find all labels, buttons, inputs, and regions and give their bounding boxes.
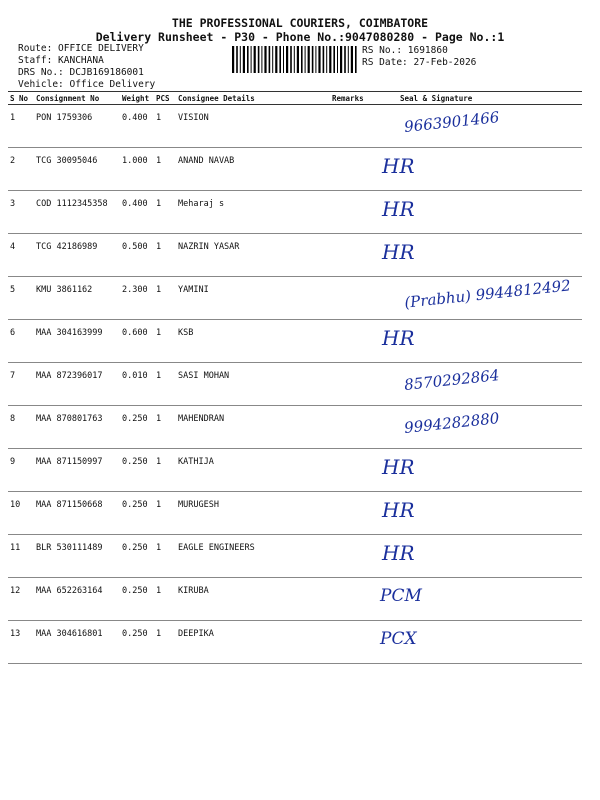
sno-cell: 7 <box>8 363 34 406</box>
pcs-cell: 1 <box>154 363 176 406</box>
pcs-cell: 1 <box>154 320 176 363</box>
signature-cell <box>374 320 582 363</box>
handwritten-signature: 8570292864 <box>403 366 501 394</box>
vehicle-label: Vehicle: Office Delivery <box>18 79 156 90</box>
drs-number: DRS No.: DCJB169186001 <box>18 67 144 78</box>
table-row <box>8 234 582 277</box>
table-row <box>8 277 582 320</box>
col-header-sno: S No <box>8 92 34 105</box>
staff-label: Staff: KANCHANA <box>18 55 104 66</box>
remarks-cell <box>330 578 374 621</box>
weight-cell: 0.600 <box>120 320 154 363</box>
signature-cell <box>374 535 582 578</box>
consignee-cell: SASI MOHAN <box>176 363 330 406</box>
sno-cell: 10 <box>8 492 34 535</box>
consignment-cell: BLR 530111489 <box>34 535 120 578</box>
table-row <box>8 406 582 449</box>
sno-cell: 11 <box>8 535 34 578</box>
weight-cell: 1.000 <box>120 148 154 191</box>
table-header-row <box>8 92 582 105</box>
table-row <box>8 320 582 363</box>
sno-cell: 13 <box>8 621 34 664</box>
remarks-cell <box>330 621 374 664</box>
weight-cell: 0.250 <box>120 535 154 578</box>
table-row <box>8 535 582 578</box>
weight-cell: 0.010 <box>120 363 154 406</box>
weight-cell: 0.250 <box>120 578 154 621</box>
remarks-cell <box>330 449 374 492</box>
col-header-remarks: Remarks <box>330 92 374 105</box>
consignee-cell: ANAND NAVAB <box>176 148 330 191</box>
signature-cell <box>374 578 582 621</box>
table-row <box>8 621 582 664</box>
pcs-cell: 1 <box>154 492 176 535</box>
consignment-cell: TCG 30095046 <box>34 148 120 191</box>
weight-cell: 0.250 <box>120 406 154 449</box>
consignee-cell: MAHENDRAN <box>176 406 330 449</box>
rs-date: RS Date: 27-Feb-2026 <box>362 57 477 68</box>
remarks-cell <box>330 363 374 406</box>
signature-cell <box>374 406 582 449</box>
pcs-cell: 1 <box>154 277 176 320</box>
runsheet-table <box>8 91 582 664</box>
col-header-pcs: PCS <box>154 92 176 105</box>
consignment-cell: TCG 42186989 <box>34 234 120 277</box>
handwritten-signature: PCX <box>380 629 417 649</box>
rs-number: RS No.: 1691860 <box>362 45 448 56</box>
col-header-weight: Weight <box>120 92 154 105</box>
handwritten-signature: HR <box>382 154 415 178</box>
route-label: Route: OFFICE DELIVERY <box>18 43 144 54</box>
signature-cell <box>374 277 582 320</box>
consignment-cell: PON 1759306 <box>34 105 120 148</box>
consignment-cell: MAA 304616801 <box>34 621 120 664</box>
table-row <box>8 492 582 535</box>
signature-cell <box>374 191 582 234</box>
remarks-cell <box>330 234 374 277</box>
handwritten-signature: HR <box>382 498 415 522</box>
weight-cell: 2.300 <box>120 277 154 320</box>
runsheet-title: Delivery Runsheet - P30 - Phone No.:9047080280 - Page No.:1 <box>95 30 505 44</box>
consignment-cell: MAA 870801763 <box>34 406 120 449</box>
pcs-cell: 1 <box>154 191 176 234</box>
weight-cell: 0.500 <box>120 234 154 277</box>
consignment-cell: MAA 304163999 <box>34 320 120 363</box>
weight-cell: 0.250 <box>120 492 154 535</box>
weight-cell: 0.250 <box>120 621 154 664</box>
handwritten-signature: (Prabhu) 9944812492 <box>403 276 572 312</box>
weight-cell: 0.250 <box>120 449 154 492</box>
signature-cell <box>374 363 582 406</box>
consignee-cell: KATHIJA <box>176 449 330 492</box>
handwritten-signature: HR <box>382 541 415 565</box>
sno-cell: 3 <box>8 191 34 234</box>
table-row <box>8 363 582 406</box>
consignee-cell: VISION <box>176 105 330 148</box>
sno-cell: 12 <box>8 578 34 621</box>
remarks-cell <box>330 535 374 578</box>
sno-cell: 5 <box>8 277 34 320</box>
table-row <box>8 105 582 148</box>
pcs-cell: 1 <box>154 105 176 148</box>
handwritten-signature: HR <box>382 326 415 350</box>
table-row <box>8 449 582 492</box>
signature-cell <box>374 234 582 277</box>
remarks-cell <box>330 148 374 191</box>
pcs-cell: 1 <box>154 621 176 664</box>
pcs-cell: 1 <box>154 578 176 621</box>
remarks-cell <box>330 191 374 234</box>
consignment-cell: MAA 871150997 <box>34 449 120 492</box>
weight-cell: 0.400 <box>120 191 154 234</box>
sno-cell: 9 <box>8 449 34 492</box>
consignee-cell: KIRUBA <box>176 578 330 621</box>
remarks-cell <box>330 320 374 363</box>
handwritten-signature: HR <box>382 240 415 264</box>
consignee-cell: KSB <box>176 320 330 363</box>
consignee-cell: EAGLE ENGINEERS <box>176 535 330 578</box>
col-header-consignee: Consignee Details <box>176 92 330 105</box>
sno-cell: 6 <box>8 320 34 363</box>
pcs-cell: 1 <box>154 535 176 578</box>
remarks-cell <box>330 105 374 148</box>
table-row <box>8 191 582 234</box>
table-row <box>8 578 582 621</box>
consignment-cell: COD 1112345358 <box>34 191 120 234</box>
signature-cell <box>374 621 582 664</box>
col-header-consignment: Consignment No <box>34 92 120 105</box>
pcs-cell: 1 <box>154 406 176 449</box>
remarks-cell <box>330 406 374 449</box>
handwritten-signature: 9994282880 <box>403 409 501 437</box>
consignee-cell: DEEPIKA <box>176 621 330 664</box>
consignment-cell: KMU 3861162 <box>34 277 120 320</box>
signature-cell <box>374 148 582 191</box>
handwritten-signature: HR <box>382 197 415 221</box>
handwritten-signature: PCM <box>380 586 422 606</box>
sno-cell: 2 <box>8 148 34 191</box>
remarks-cell <box>330 277 374 320</box>
remarks-cell <box>330 492 374 535</box>
signature-cell <box>374 105 582 148</box>
consignment-cell: MAA 652263164 <box>34 578 120 621</box>
signature-cell <box>374 449 582 492</box>
consignee-cell: Meharaj s <box>176 191 330 234</box>
consignment-cell: MAA 872396017 <box>34 363 120 406</box>
pcs-cell: 1 <box>154 148 176 191</box>
col-header-signature: Seal & Signature <box>374 92 582 105</box>
barcode-image <box>232 46 358 73</box>
table-row <box>8 148 582 191</box>
company-title: THE PROFESSIONAL COURIERS, COIMBATORE <box>171 16 429 30</box>
handwritten-signature: 9663901466 <box>403 108 501 136</box>
weight-cell: 0.400 <box>120 105 154 148</box>
consignment-cell: MAA 871150668 <box>34 492 120 535</box>
pcs-cell: 1 <box>154 234 176 277</box>
consignee-cell: NAZRIN YASAR <box>176 234 330 277</box>
consignee-cell: YAMINI <box>176 277 330 320</box>
sno-cell: 1 <box>8 105 34 148</box>
handwritten-signature: HR <box>382 455 415 479</box>
pcs-cell: 1 <box>154 449 176 492</box>
sno-cell: 8 <box>8 406 34 449</box>
signature-cell <box>374 492 582 535</box>
consignee-cell: MURUGESH <box>176 492 330 535</box>
sno-cell: 4 <box>8 234 34 277</box>
